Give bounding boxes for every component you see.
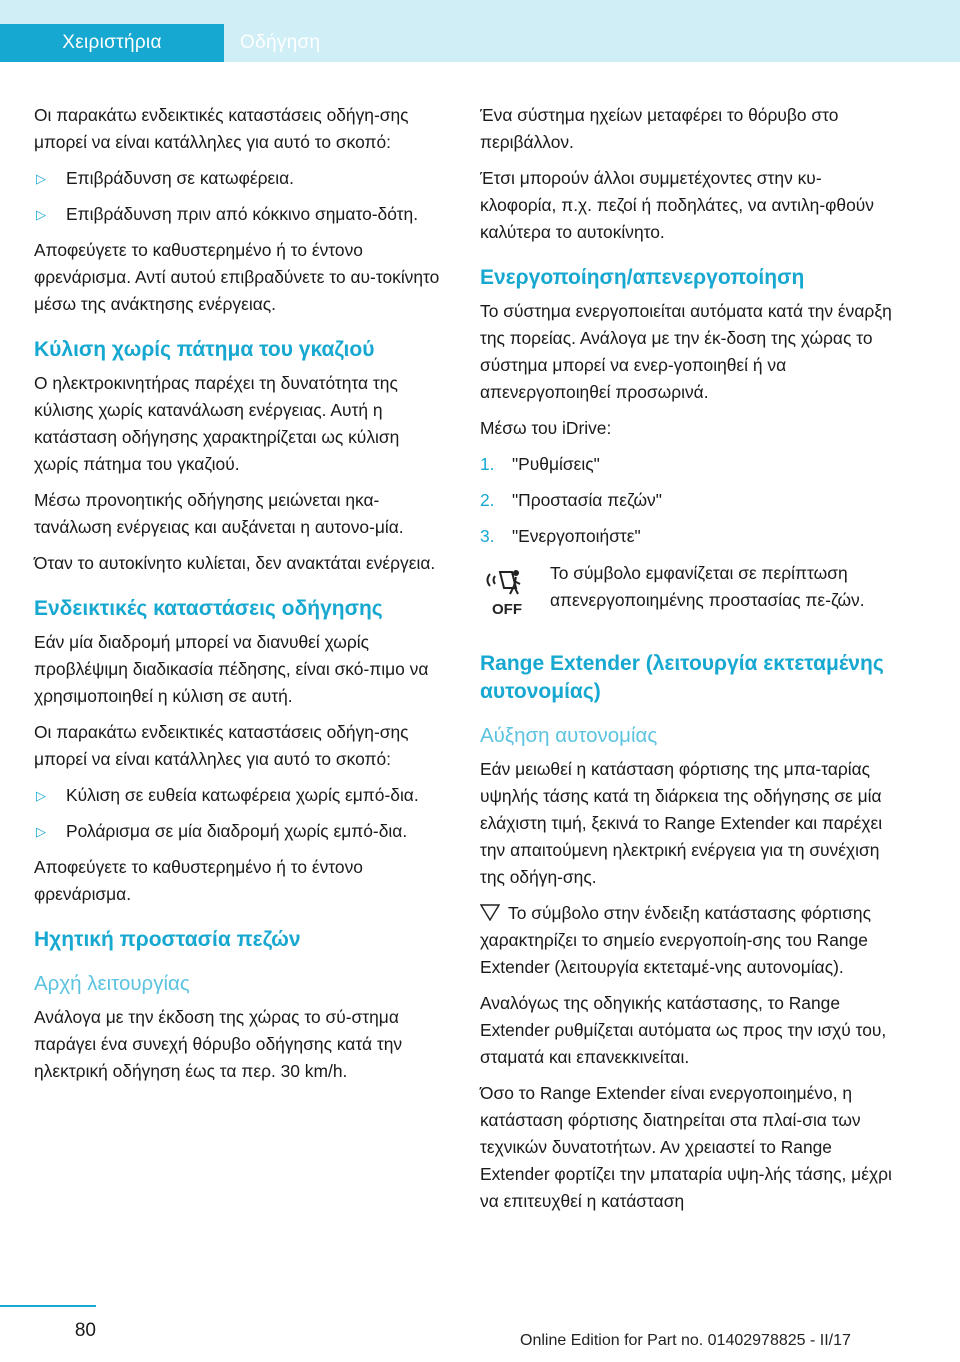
left-column [34, 102, 446, 1094]
paragraph: Ένα σύστημα ηχείων μεταφέρει το θόρυβο στο περιβάλλον. [480, 105, 839, 152]
section-heading-driving-situations: Ενδεικτικές καταστάσεις οδήγησης [34, 597, 383, 620]
symbol-explanation [480, 560, 892, 630]
range-extender-marker-icon [480, 903, 500, 921]
triangle-bullet-icon: ▷ [36, 207, 46, 222]
paragraph: Οι παρακάτω ενδεικτικές καταστάσεις οδήγη-σης μπορεί να είναι κατάλληλες για αυτό το σκοπό: [34, 105, 409, 152]
section-heading-pedestrian-protection: Ηχητική προστασία πεζών [34, 928, 301, 951]
tab-controls[interactable]: Χειριστήρια [0, 24, 224, 62]
paragraph: Οι παρακάτω ενδεικτικές καταστάσεις οδήγη-σης μπορεί να είναι κατάλληλες για αυτό το σκοπό: [34, 722, 409, 769]
paragraph: Όταν το αυτοκίνητο κυλίεται, δεν ανακτάται ενέργεια. [34, 553, 436, 573]
paragraph: Εάν μία διαδρομή μπορεί να διανυθεί χωρίς προβλέψιμη διαδικασία πέδησης, είναι σκό-πιμο να χρησιμοποιηθεί η κύλιση σε αυτή. [34, 632, 429, 706]
list-item: ▷ Επιβράδυνση πριν από κόκκινο σηματο-δότη. [34, 201, 446, 228]
paragraph: Μέσω του iDrive: [480, 418, 612, 438]
subheading-principle: Αρχή λειτουργίας [34, 972, 190, 995]
tab-driving[interactable]: Οδήγηση [240, 32, 321, 53]
paragraph: Το σύμβολο στην ένδειξη κατάστασης φόρτισης χαρακτηρίζει το σημείο ενεργοποίη-σης του Range Extender (λειτουργία εκτεταμέ-νης αυτονομίας). [480, 903, 871, 977]
paragraph: Έτσι μπορούν άλλοι συμμετέχοντες στην κυ-κλοφορία, π.χ. πεζοί ή ποδηλάτες, να αντιλη-φθούν καλύτερα το αυτοκίνητο. [480, 168, 874, 242]
section-heading-activation: Ενεργοποίηση/απενεργοποίηση [480, 266, 805, 289]
paragraph: Αναλόγως της οδηγικής κατάστασης, το Range Extender ρυθμίζεται αυτόματα ως προς την ισχύ του, σταματά και επανεκκινείται. [480, 993, 887, 1067]
subheading-range-increase: Αύξηση αυτονομίας [480, 724, 658, 747]
numbered-step: 3. "Ενεργοποιήστε" [480, 526, 641, 546]
triangle-bullet-icon: ▷ [36, 171, 46, 186]
section-heading-range-extender: Range Extender (λειτουργία εκτεταμένης αυτονομίας) [480, 652, 884, 703]
footer-divider [0, 1305, 96, 1307]
triangle-bullet-icon: ▷ [36, 788, 46, 803]
edition-footer: Online Edition for Part no. 01402978825 - II/17 [520, 1332, 851, 1349]
paragraph: Ανάλογα με την έκδοση της χώρας το σύ-στημα παράγει ένα συνεχή θόρυβο οδήγησης κατά την ηλεκτρική οδήγηση έως τα περ. 30 km/h. [34, 1007, 403, 1081]
right-column [480, 102, 892, 1224]
triangle-bullet-icon: ▷ [36, 824, 46, 839]
list-item: ▷ Επιβράδυνση σε κατωφέρεια. [34, 165, 446, 192]
symbol-description: Το σύμβολο εμφανίζεται σε περίπτωση απενεργοποιημένης προστασίας πε-ζών. [550, 563, 865, 610]
list-item: ▷ Κύλιση σε ευθεία κατωφέρεια χωρίς εμπό-δια. [34, 782, 446, 809]
svg-text:OFF: OFF [492, 601, 522, 618]
paragraph: Ο ηλεκτροκινητήρας παρέχει τη δυνατότητα της κύλισης χωρίς κατανάλωση ενέργειας. Αυτή η κατάσταση οδήγησης χαρακτηρίζεται ως κύλιση χωρίς πάτημα του γκαζιού. [34, 373, 400, 474]
paragraph: Αποφεύγετε το καθυστερημένο ή το έντονο φρενάρισμα. [34, 857, 363, 904]
section-heading-coasting: Κύλιση χωρίς πάτημα του γκαζιού [34, 338, 375, 361]
paragraph: Μέσω προνοητικής οδήγησης μειώνεται ηκα-τανάλωση ενέργειας και αυξάνεται η αυτονο-μία. [34, 490, 404, 537]
page-number: 80 [74, 1320, 96, 1341]
numbered-step: 1. "Ρυθμίσεις" [480, 454, 600, 474]
list-item: ▷ Ρολάρισμα σε μία διαδρομή χωρίς εμπό-δια. [34, 818, 446, 845]
pedestrian-protection-off-icon [480, 564, 534, 618]
numbered-step: 2. "Προστασία πεζών" [480, 490, 662, 510]
paragraph: Όσο το Range Extender είναι ενεργοποιημένο, η κατάσταση φόρτισης διατηρείται στα πλαί-σια των τεχνικών δυνατοτήτων. Αν χρειαστεί το Range Extender φορτίζει την μπαταρία υψη-λής τάσης, μέχρι να επιτευχθεί η κατάσταση [480, 1083, 892, 1211]
paragraph: Αποφεύγετε το καθυστερημένο ή το έντονο φρενάρισμα. Αντί αυτού επιβραδύνετε το αυ-τοκίνητο μέσω της ανάκτησης ενέργειας. [34, 240, 440, 314]
paragraph: Το σύστημα ενεργοποιείται αυτόματα κατά την έναρξη της πορείας. Ανάλογα με την έκ-δοση της χώρας το σύστημα μπορεί να ενερ-γοποιηθεί ή να απενεργοποιηθεί προσωρινά. [480, 301, 892, 402]
paragraph: Εάν μειωθεί η κατάσταση φόρτισης της μπα-ταρίας υψηλής τάσης κατά τη διάρκεια της οδήγησης σε μία ελάχιστη τιμή, ξεκινά το Range Extender και παρέχει την απαιτούμενη ηλεκτρική ενέργεια για τη συνέχιση της οδήγη-σης. [480, 759, 883, 887]
